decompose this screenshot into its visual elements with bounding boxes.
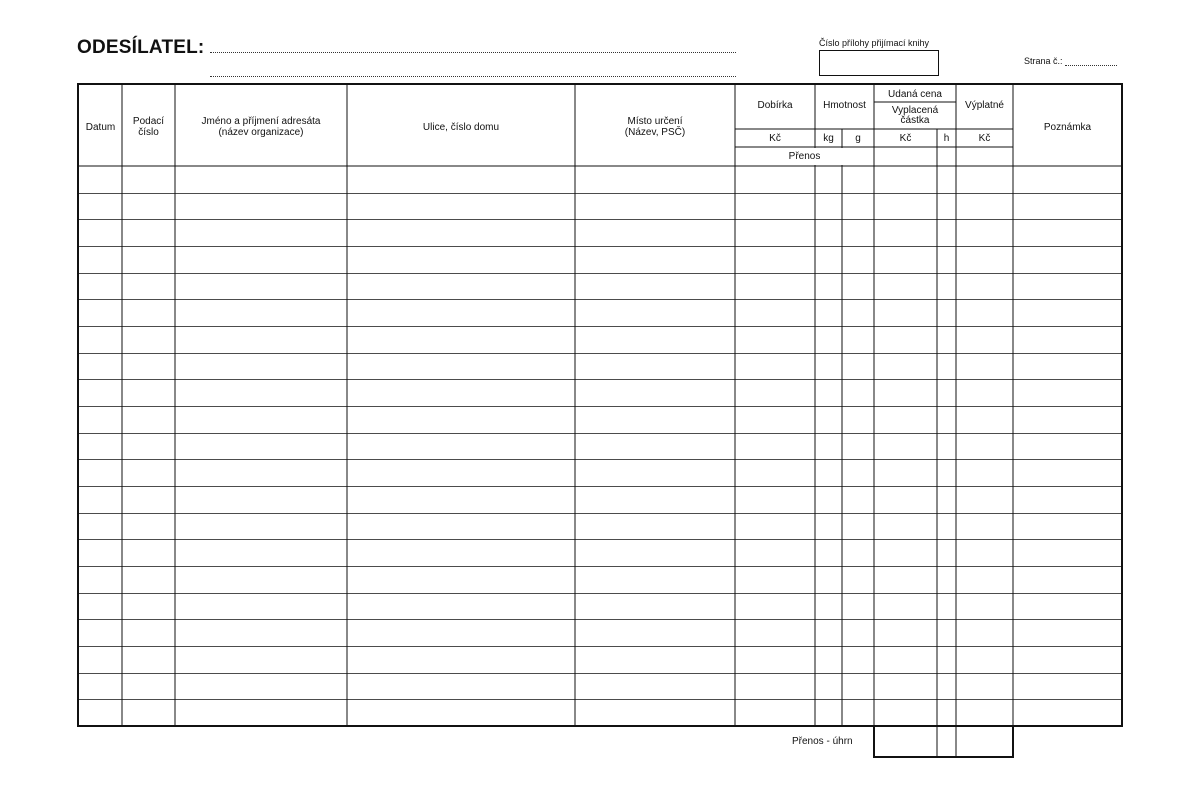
header-paid-amount-line2: částka: [900, 115, 930, 126]
header-destination-line1: Místo určení: [627, 116, 683, 127]
table-frame: [78, 84, 1122, 726]
carry-total-label: Přenos - úhrn: [792, 736, 853, 747]
carry-over-label: Přenos: [788, 151, 821, 162]
header-street: Ulice, číslo domu: [422, 122, 500, 133]
header-posting-number: [122, 116, 175, 138]
carry-total-box: [874, 726, 1013, 757]
unit-kg: kg: [823, 133, 834, 144]
header-declared-value: Udaná cena: [888, 89, 942, 100]
header-destination-line2: (Název, PSČ): [624, 127, 686, 138]
unit-cod-czk: Kč: [769, 133, 781, 144]
header-date: Datum: [85, 122, 116, 133]
sender-label: ODESÍLATEL:: [77, 37, 205, 58]
header-postage: Výplatné: [965, 100, 1004, 111]
appendix-number-label: Číslo přílohy přijímací knihy: [819, 38, 930, 48]
header-weight: Hmotnost: [823, 100, 866, 111]
header-posting-number-line2: číslo: [138, 127, 159, 138]
header-posting-number-line1: Podací: [132, 116, 165, 127]
header-recipient-name-line2: (název organizace): [218, 127, 304, 138]
page-number-label: Strana č.:: [1024, 56, 1063, 66]
header-note: Poznámka: [1043, 122, 1092, 133]
header-paid-amount-line1: Vyplacená: [891, 105, 939, 116]
header-recipient-name: [175, 116, 347, 138]
unit-h: h: [943, 133, 950, 144]
unit-paid-czk: Kč: [899, 133, 912, 144]
header-paid-amount: [874, 106, 956, 126]
header-recipient-name-line1: Jméno a příjmení adresáta: [201, 116, 321, 127]
unit-postage-czk: Kč: [978, 133, 991, 144]
unit-g: g: [855, 133, 861, 144]
header-cod: Dobírka: [757, 100, 793, 111]
header-destination: [575, 116, 735, 138]
